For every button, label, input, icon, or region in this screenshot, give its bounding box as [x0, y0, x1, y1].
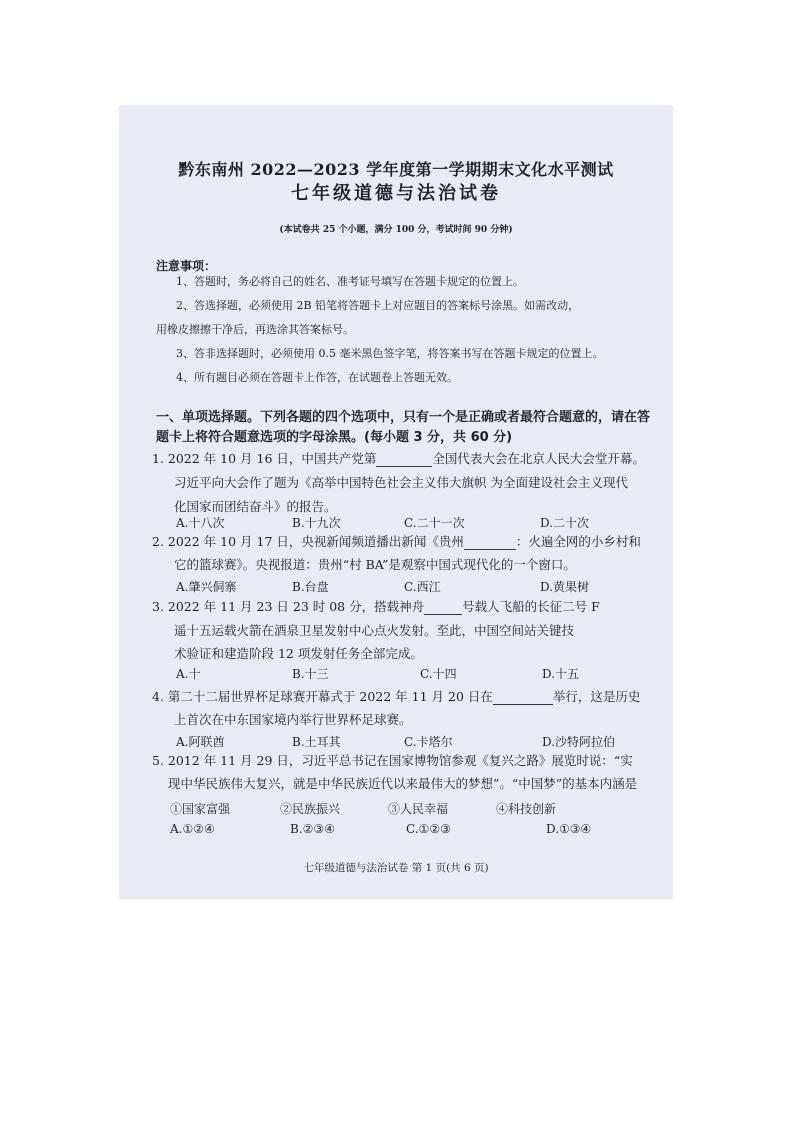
question-5-option-b: B.②③④: [290, 822, 335, 836]
question-1-line3: 化国家而团结奋斗》的报告。: [174, 499, 337, 514]
question-2-line2: 它的篮球赛》。央视报道：贵州“村 BA”是观察中国式现代化的一个窗口。: [174, 557, 576, 572]
question-5-option-a: A.①②④: [170, 822, 215, 836]
question-4-option-b: B.土耳其: [292, 735, 341, 749]
exam-title: 黔东南州 2022—2023 学年度第一学期期末文化水平测试: [178, 160, 614, 179]
question-5-line2: 现中华民族伟大复兴，就是中华民族近代以来最伟大的梦想”。“中国梦”的基本内涵是: [168, 776, 638, 791]
question-4-option-d: D.沙特阿拉伯: [542, 735, 616, 749]
question-3-option-c: C.十四: [420, 667, 457, 681]
page-footer: 七年级道德与法治试卷 第 1 页(共 6 页): [303, 862, 489, 874]
notice-item: 3、答非选择题时，必须使用 0.5 毫米黑色签字笔，将答案书写在答题卡规定的位置上。: [176, 347, 604, 360]
answer-blank: [493, 704, 553, 705]
question-5-option-c: C.①②③: [406, 822, 451, 836]
question-4-line1: 4. 第二十二届世界杯足球赛开幕式于 2022 年 11 月 20 日在 举行，这是历史: [152, 689, 641, 704]
section-heading-line2: 题卡上将符合题意选项的字母涂黑。(每小题 3 分，共 60 分): [156, 430, 513, 445]
question-3-line1: 3. 2022 年 11 月 23 日 23 时 08 分，搭载神舟 号载人飞船的长征二号 F: [152, 599, 600, 614]
question-1-option-b: B.十九次: [292, 516, 341, 530]
question-1-line1: 1. 2022 年 10 月 16 日，中国共产党第 全国代表大会在北京人民大会堂开幕。: [152, 451, 645, 466]
question-1-line2: 习近平向大会作了题为《高举中国特色社会主义伟大旗帜 为全面建设社会主义现代: [174, 475, 628, 490]
question-3-option-d: D.十五: [542, 667, 580, 681]
question-2-option-d: D.黄果树: [540, 580, 590, 594]
question-1-option-a: A.十八次: [176, 516, 225, 530]
question-4-line2: 上首次在中东国家境内举行世界杯足球赛。: [174, 712, 412, 727]
question-2-line1: 2. 2022 年 10 月 17 日，央视新闻频道播出新闻《贵州 ：火遍全网的小乡村和: [152, 534, 641, 549]
exam-subtitle: (本试卷共 25 个小题，满分 100 分，考试时间 90 分钟): [279, 225, 513, 235]
exam-subject-title: 七年级道德与法治试卷: [291, 183, 501, 204]
question-5-item-2: ②民族振兴: [280, 802, 341, 816]
notice-item: 1、答题时，务必将自己的姓名、准考证号填写在答题卡规定的位置上。: [176, 275, 524, 288]
question-5-item-4: ④科技创新: [496, 802, 557, 816]
question-2-option-b: B.台盘: [292, 580, 329, 594]
answer-blank: [376, 466, 432, 467]
notice-heading: 注意事项：: [156, 259, 217, 273]
question-1-option-c: C.二十一次: [404, 516, 465, 530]
question-2-option-c: C.西江: [404, 580, 441, 594]
question-5-option-d: D.①③④: [546, 822, 592, 836]
answer-blank: [464, 549, 516, 550]
question-5-line1: 5. 2012 年 11 月 29 日，习近平总书记在国家博物馆参观《复兴之路》展览时说：“实: [152, 753, 633, 768]
question-3-option-a: A.十: [176, 667, 201, 681]
question-3-option-b: B.十三: [292, 667, 329, 681]
question-3-line3: 术验证和建造阶段 12 项发射任务全部完成。: [174, 646, 423, 661]
answer-blank: [424, 614, 462, 615]
question-5-item-1: ①国家富强: [170, 802, 231, 816]
question-4-option-c: C.卡塔尔: [404, 735, 453, 749]
exam-paper: [120, 106, 672, 898]
question-1-option-d: D.二十次: [540, 516, 590, 530]
notice-item: 用橡皮擦擦干净后，再选涂其答案标号。: [156, 323, 354, 336]
question-4-option-a: A.阿联酋: [176, 735, 225, 749]
question-2-option-a: A.肇兴侗寨: [176, 580, 237, 594]
section-heading-line1: 一、单项选择题。下列各题的四个选项中，只有一个是正确或者最符合题意的，请在答: [156, 410, 651, 425]
question-5-item-3: ③人民幸福: [388, 802, 449, 816]
notice-item: 4、所有题目必须在答题卡上作答，在试题卷上答题无效。: [176, 371, 458, 384]
question-3-line2: 遥十五运载火箭在酒泉卫星发射中心点火发射。至此，中国空间站关键技: [174, 623, 575, 638]
notice-item: 2、答选择题，必须使用 2B 铅笔将答题卡上对应题目的答案标号涂黑。如需改动，: [176, 299, 580, 312]
